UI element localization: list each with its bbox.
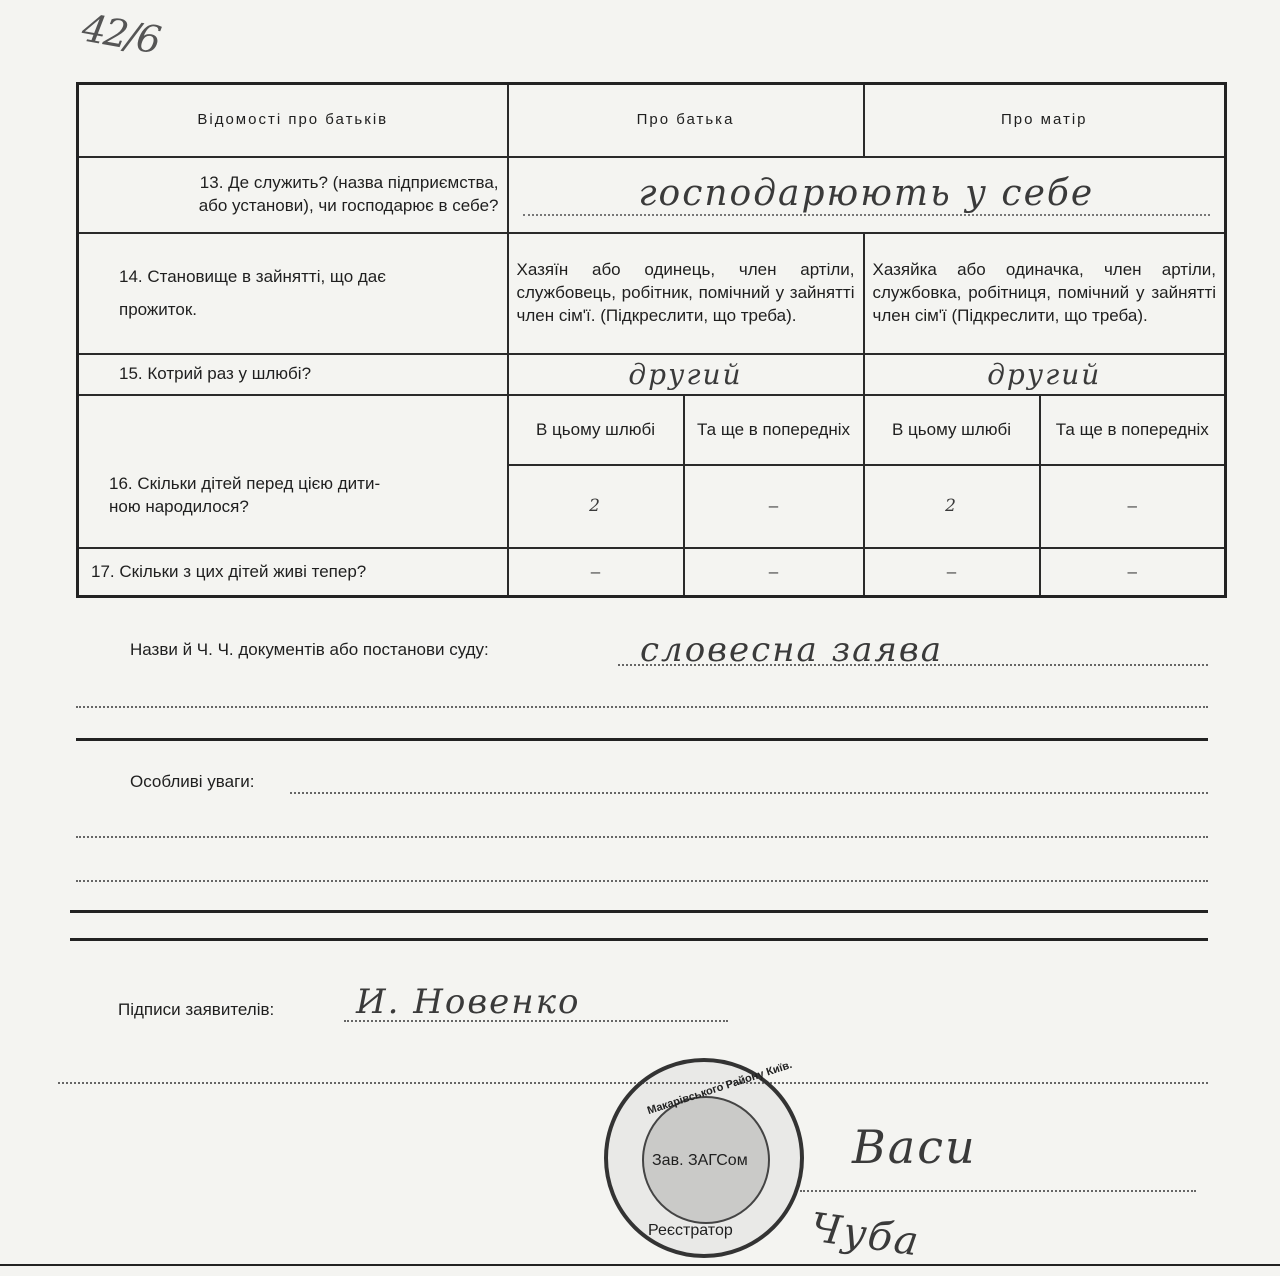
documents-line-2 [76, 706, 1208, 708]
q13-label: 13. Де служить? (назва підприємства, або установи), чи господарює в себе? [78, 157, 508, 234]
remarks-label: Особливі уваги: [130, 772, 255, 791]
q16-mother-this-marriage-head: В цьому шлюбі [864, 395, 1040, 466]
row-q14 [78, 233, 1226, 354]
q16-father-previous-head: Та ще в попередніх [684, 395, 864, 466]
signatures-line-2 [58, 1082, 1208, 1084]
signatures-label: Підписи заявителів: [118, 1000, 275, 1019]
row-q13 [78, 157, 1226, 234]
q16-mother-prev: – [1040, 465, 1226, 548]
head-signature-line [800, 1190, 1196, 1192]
q15-father-answer: другий [508, 354, 864, 394]
table-header-row [78, 84, 1226, 157]
documents-label: Назви й Ч. Ч. документів або постанови суду: [130, 640, 489, 659]
q14-mother-options: Хазяйка або одиначка, член артіли, службовка, робітниця, помічний у зайнятті член сім'ї (Підкреслити, що треба). [864, 233, 1226, 354]
q15-label: 15. Котрий раз у шлюбі? [78, 354, 508, 394]
remarks-line-1 [290, 792, 1208, 794]
q16-father-this-marriage-head: В цьому шлюбі [508, 395, 684, 466]
row-q16-subheaders [78, 395, 1226, 466]
registrar-label: Реєстратор [648, 1222, 733, 1239]
q13-answer: господарюють у себе [523, 174, 1211, 216]
q17-label: 17. Скільки з цих дітей живі тепер? [78, 548, 508, 596]
q14-father-options: Хазяїн або одинець, член артіли, службовець, робітник, помічний у зайнятті член сім'ї. (Підкреслити, що треба). [508, 233, 864, 354]
remarks-separator-2 [70, 938, 1208, 941]
bottom-edge-line [0, 1264, 1280, 1266]
q15-mother-answer: другий [864, 354, 1226, 394]
q13-answer-cell [508, 157, 1226, 234]
q16-father-prev: – [684, 465, 864, 548]
signatures-answer: И. Новенко [356, 982, 581, 1022]
stamp-ring-text: Макарівського Району Київ. [645, 1058, 794, 1118]
registrar-signature: Чуба [807, 1204, 924, 1266]
row-q17 [78, 548, 1226, 596]
head-of-registry-label: Зав. ЗАГСом [652, 1152, 748, 1169]
q17-father-prev: – [684, 548, 864, 596]
q17-mother-prev: – [1040, 548, 1226, 596]
q16-label: 16. Скільки дітей перед цією дити- ною народилося? [78, 395, 508, 548]
header-mother: Про матір [864, 84, 1226, 157]
q16-mother-this: 2 [864, 465, 1040, 548]
header-parents-info: Відомості про батьків [78, 84, 508, 157]
remarks-line-3 [76, 880, 1208, 882]
head-signature: Васи [852, 1120, 977, 1174]
documents-separator [76, 738, 1208, 741]
q17-mother-this: – [864, 548, 1040, 596]
archive-number: 42/6 [78, 5, 163, 63]
header-father: Про батька [508, 84, 864, 157]
q14-label: 14. Становище в зайнятті, що дає прожиток. [78, 233, 508, 354]
remarks-separator [70, 910, 1208, 913]
remarks-line-2 [76, 836, 1208, 838]
q17-father-this: – [508, 548, 684, 596]
q16-mother-previous-head: Та ще в попередніх [1040, 395, 1226, 466]
parents-info-table [76, 82, 1227, 598]
row-q15 [78, 354, 1226, 394]
documents-answer: словесна заява [640, 630, 943, 670]
q16-father-this: 2 [508, 465, 684, 548]
